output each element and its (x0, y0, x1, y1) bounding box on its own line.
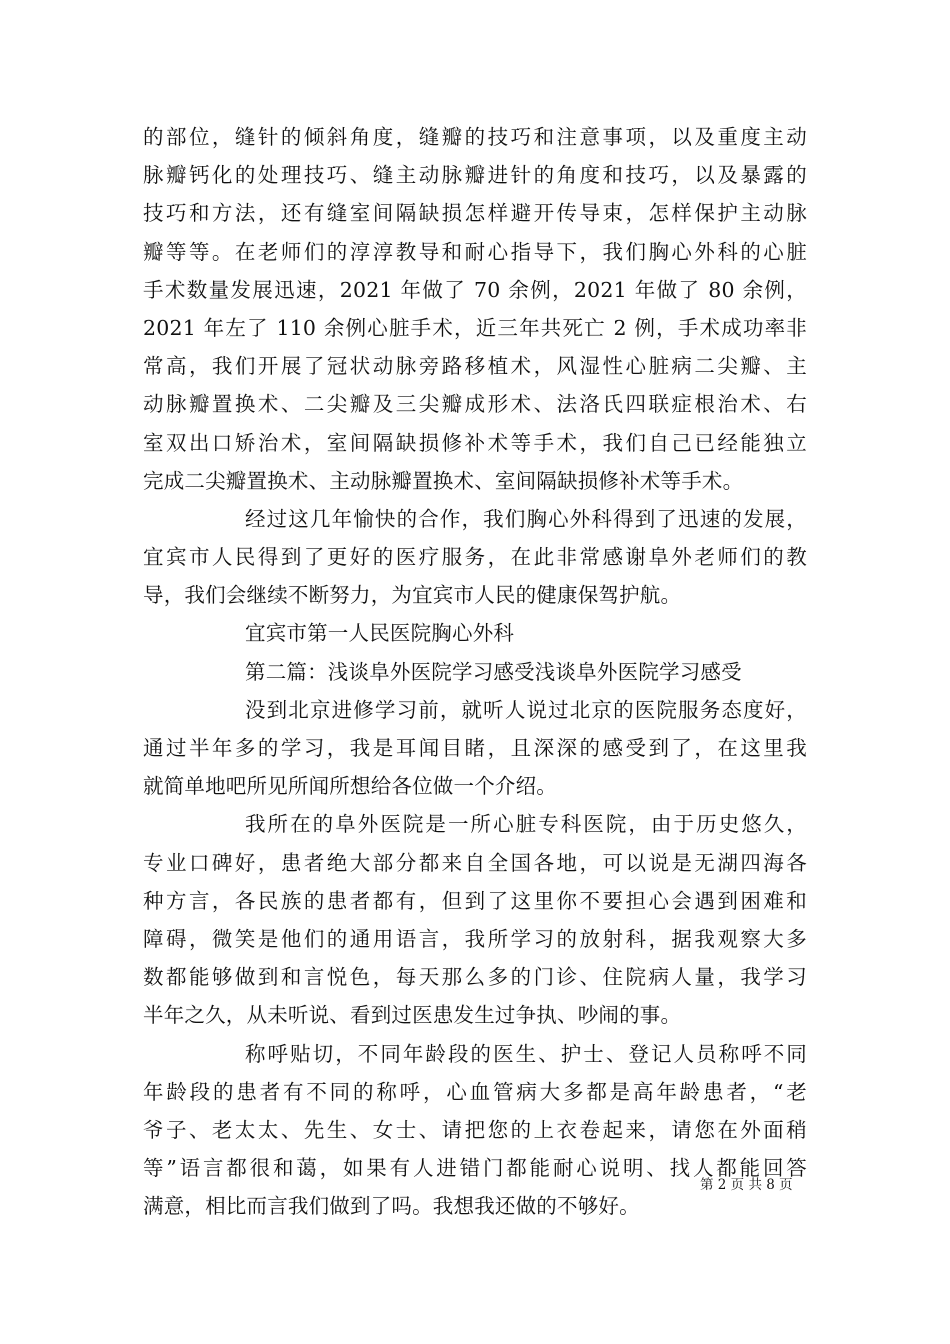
text-line: 常高，我们开展了冠状动脉旁路移植术，风湿性心脏病二尖瓣、主 (143, 354, 807, 379)
text-line: 的部位，缝针的倾斜角度，缝瓣的技巧和注意事项，以及重度主动 (143, 125, 807, 149)
text-line: 数都能够做到和言悦色，每天那么多的门诊、住院病人量，我学习 (143, 965, 807, 990)
text-line: 手术数量发展迅速，2021 年做了 70 余例，2021 年做了 80 余例， (143, 277, 807, 302)
paragraph-first-line: 经过这几年愉快的合作，我们胸心外科得到了迅速的发展， (245, 506, 807, 531)
section-heading: 第二篇：浅谈阜外医院学习感受浅谈阜外医院学习感受 (245, 659, 742, 684)
text-line: 室双出口矫治术，室间隔缺损修补术等手术，我们自己已经能独立 (143, 430, 807, 455)
text-line: 半年之久，从未听说、看到过医患发生过争执、吵闹的事。 (143, 1003, 682, 1028)
text-line: 脉瓣钙化的处理技巧、缝主动脉瓣进针的角度和技巧，以及暴露的 (143, 163, 807, 188)
text-line: 爷子、老太太、先生、女士、请把您的上衣卷起来，请您在外面稍 (143, 1117, 807, 1142)
document-body (143, 118, 807, 1225)
text-line: 种方言，各民族的患者都有，但到了这里你不要担心会遇到困难和 (143, 888, 807, 913)
text-line: 就简单地吧所见所闻所想给各位做一个介绍。 (143, 774, 557, 799)
text-line: 宜宾市人民得到了更好的医疗服务，在此非常感谢阜外老师们的教 (143, 545, 807, 570)
text-line: 等”语言都很和蔼，如果有人进错门都能耐心说明、找人都能回答 (143, 1156, 807, 1181)
paragraph-first-line: 称呼贴切，不同年龄段的医生、护士、登记人员称呼不同 (245, 1041, 807, 1066)
text-line: 障碍，微笑是他们的通用语言，我所学习的放射科，据我观察大多 (143, 926, 807, 951)
text-line: 2021 年左了 110 余例心脏手术，近三年共死亡 2 例，手术成功率非 (143, 315, 807, 340)
text-line: 技巧和方法，还有缝室间隔缺损怎样避开传导束，怎样保护主动脉 (143, 201, 807, 226)
signature-line: 宜宾市第一人民医院胸心外科 (245, 621, 515, 646)
text-line: 专业口碑好，患者绝大部分都来自全国各地，可以说是无湖四海各 (143, 850, 807, 875)
text-line: 瓣等等。在老师们的淳淳教导和耐心指导下，我们胸心外科的心脏 (143, 239, 807, 264)
paragraph-first-line: 没到北京进修学习前，就听人说过北京的医院服务态度好， (245, 697, 807, 722)
text-line: 通过半年多的学习，我是耳闻目睹，且深深的感受到了，在这里我 (143, 736, 807, 760)
text-line: 导，我们会继续不断努力，为宜宾市人民的健康保驾护航。 (143, 583, 682, 608)
text-line: 动脉瓣置换术、二尖瓣及三尖瓣成形术、法洛氏四联症根治术、右 (143, 392, 807, 417)
text-line: 年龄段的患者有不同的称呼，心血管病大多都是高年龄患者，“老 (143, 1079, 807, 1104)
page-number-footer: 第 2 页 共 8 页 (700, 1177, 793, 1193)
text-line: 满意，相比而言我们做到了吗。我想我还做的不够好。 (143, 1194, 640, 1219)
paragraph-first-line: 我所在的阜外医院是一所心脏专科医院，由于历史悠久， (245, 812, 807, 837)
text-line: 完成二尖瓣置换术、主动脉瓣置换术、室间隔缺损修补术等手术。 (143, 468, 744, 493)
